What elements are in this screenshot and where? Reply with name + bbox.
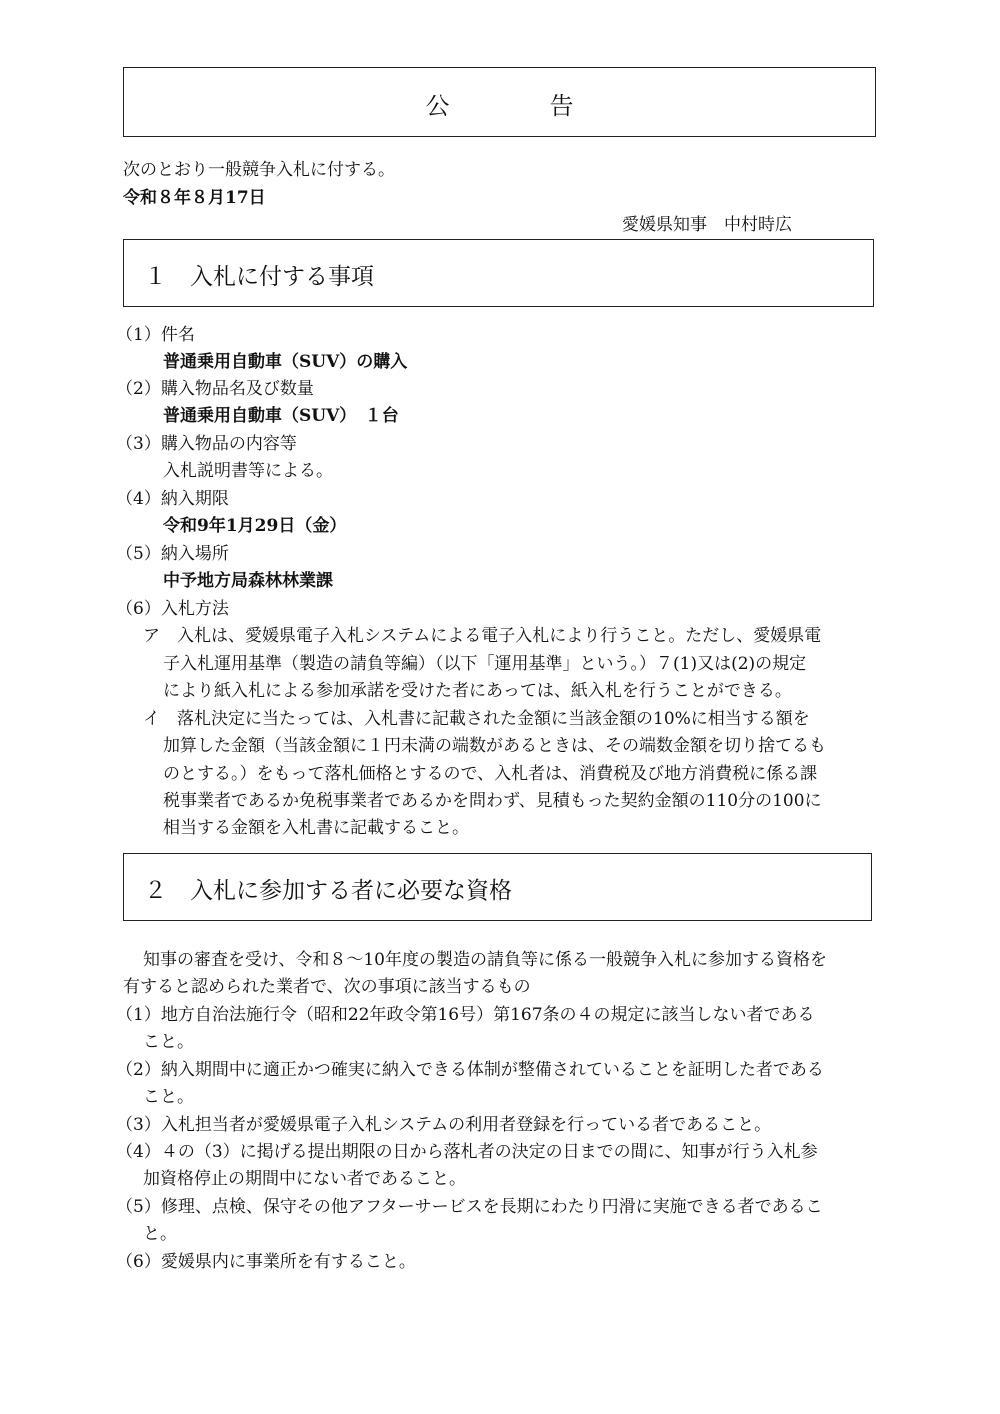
- item6-b-line4: 税事業者であるか免税事業者であるかを問わず、見積もった契約金額の110分の100に: [163, 791, 822, 811]
- item4-label: （4）納入期限: [116, 489, 229, 509]
- req5-line1: （5）修理、点検、保守その他アフターサービスを長期にわたり円滑に実施できる者であるこ: [116, 1197, 823, 1217]
- section1-heading-box: [123, 239, 874, 307]
- item3-value: 入札説明書等による。: [163, 461, 333, 481]
- item4-value: 令和9年1月29日（金）: [163, 516, 347, 536]
- item6-a-line3: により紙入札による参加承諾を受けた者にあっては、紙入札を行うことができる。: [163, 681, 792, 701]
- section1-heading: １ 入札に付する事項: [144, 264, 374, 290]
- section2-heading-box: [123, 853, 872, 921]
- item2-label: （2）購入物品名及び数量: [116, 379, 314, 399]
- notice-signer: 愛媛県知事 中村時広: [622, 215, 792, 235]
- item6-b-line3: のとする。）をもって落札価格とするので、入札者は、消費税及び地方消費税に係る課: [163, 764, 818, 784]
- section2-intro-line2: 有すると認められた業者で、次の事項に該当するもの: [123, 977, 531, 997]
- req3-line1: （3）入札担当者が愛媛県電子入札システムの利用者登録を行っている者であること。: [116, 1115, 772, 1135]
- item2-value: 普通乗用自動車（SUV） １台: [163, 406, 399, 426]
- notice-date: 令和８年８月17日: [123, 188, 266, 208]
- item6-a-line2: 子入札運用基準（製造の請負等編）（以下「運用基準」という。）７(1)又は(2)の規定: [163, 654, 807, 674]
- section2-intro-line1: 知事の審査を受け、令和８〜10年度の製造の請負等に係る一般競争入札に参加する資格を: [143, 950, 827, 970]
- req1-line2: こと。: [143, 1032, 194, 1052]
- item1-label: （1）件名: [116, 325, 195, 345]
- item6-b-line2: 加算した金額（当該金額に１円未満の端数があるときは、その端数金額を切り捨てるも: [163, 736, 826, 756]
- req4-line2: 加資格停止の期間中にない者であること。: [143, 1169, 466, 1189]
- req2-line1: （2）納入期間中に適正かつ確実に納入できる体制が整備されていることを証明した者である: [116, 1060, 824, 1080]
- req5-line2: と。: [143, 1224, 177, 1244]
- item6-b-line5: 相当する金額を入札書に記載すること。: [163, 818, 469, 838]
- item5-value: 中予地方局森林林業課: [163, 571, 333, 591]
- item6-a-line1: ア 入札は、愛媛県電子入札システムによる電子入札により行うこと。ただし、愛媛県電: [143, 626, 822, 646]
- req4-line1: （4）４の（3）に掲げる提出期限の日から落札者の決定の日までの間に、知事が行う入札参: [116, 1142, 818, 1162]
- item3-label: （3）購入物品の内容等: [116, 434, 297, 454]
- item6-label: （6）入札方法: [116, 599, 229, 619]
- item1-value: 普通乗用自動車（SUV）の購入: [163, 352, 408, 372]
- req2-line2: こと。: [143, 1087, 194, 1107]
- notice-title: 公 告: [425, 92, 612, 120]
- req6-line1: （6）愛媛県内に事業所を有すること。: [116, 1252, 416, 1272]
- item5-label: （5）納入場所: [116, 544, 229, 564]
- section2-heading: ２ 入札に参加する者に必要な資格: [144, 878, 512, 904]
- notice-title-box: [123, 67, 876, 137]
- notice-intro: 次のとおり一般競争入札に付する。: [123, 160, 395, 180]
- item6-b-line1: イ 落札決定に当たっては、入札書に記載された金額に当該金額の10%に相当する額を: [143, 709, 810, 729]
- req1-line1: （1）地方自治法施行令（昭和22年政令第16号）第167条の４の規定に該当しない者である: [116, 1005, 815, 1025]
